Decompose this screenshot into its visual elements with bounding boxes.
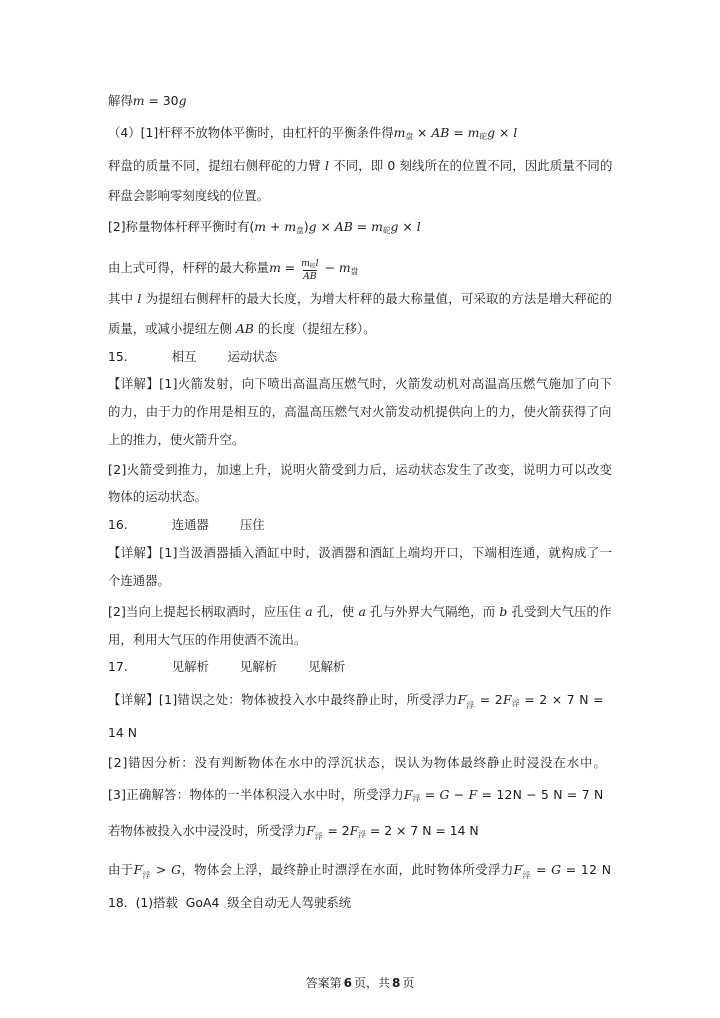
text: 页，共 [353, 976, 390, 990]
subscript: 盘 [405, 131, 414, 141]
text: 用，利用大气压的作用使酒不流出。 [108, 632, 307, 647]
prime-mark: ′ [522, 863, 525, 872]
math-variable: F [133, 862, 143, 877]
text: 的力，由于力的作用是相互的，高温高压燃气对火箭发动机提供向上的力，使火箭获得了向 [108, 404, 612, 419]
math-variable: m [338, 260, 351, 275]
math-variable: g [390, 219, 399, 234]
text: 不同，即 0 刻线所在的位置不同，因此质量不同的 [329, 158, 613, 173]
solution-line [108, 572, 170, 590]
math-variable: F [306, 823, 315, 838]
math-variable: m [269, 260, 281, 275]
math-variable: g [178, 93, 187, 108]
text: 的长度（提纽左移）。 [253, 321, 376, 336]
solution-line [108, 603, 612, 621]
answer-value: 连通器 [171, 517, 209, 532]
page-number: 6 [343, 976, 352, 990]
math-variable: a [305, 604, 313, 619]
math-variable: g [308, 219, 317, 234]
text: = 30 [144, 93, 179, 108]
text: 18. (1)搭载 GoA4 级全自动无人驾驶系统 [108, 895, 352, 910]
text: [3]正确解答：物体的一半体积浸入水中时，所受浮力 [108, 787, 404, 802]
prime-subscript [467, 694, 475, 710]
text: 由上式可得，杆秤的最大称量 [108, 260, 270, 275]
text: 页 [402, 976, 415, 990]
text: 由于 [108, 862, 134, 877]
question-number: 15. [108, 349, 128, 364]
text: 若物体被投入水中浸没时，所受浮力 [108, 823, 307, 838]
text: × [495, 125, 514, 140]
prime-mark: ′ [466, 693, 469, 702]
math-variable: m [393, 125, 406, 140]
math-variable: G [171, 862, 182, 877]
subscript: 浮 [466, 701, 475, 711]
math-variable: AB [334, 219, 353, 234]
solution-line [108, 431, 244, 449]
solution-line [108, 124, 517, 142]
solution-line [108, 754, 607, 772]
math-variable: l [416, 219, 421, 234]
prime-subscript [143, 864, 151, 880]
text: [2]称量物体杆秤平衡时有( [108, 219, 255, 234]
subscript: 盘 [296, 225, 304, 235]
subscript: 砣 [309, 263, 316, 270]
text: 14 N [108, 725, 137, 740]
math-variable: F [403, 787, 413, 802]
subscript: 砣 [479, 131, 488, 141]
text: = [531, 862, 552, 877]
solution-line [108, 290, 612, 308]
text: = [352, 219, 372, 234]
solution-line [108, 403, 612, 421]
text: + [266, 219, 285, 234]
math-variable: l [513, 125, 518, 140]
question-number: 16. [108, 517, 128, 532]
text: > [151, 862, 172, 877]
math-variable: l [325, 158, 330, 173]
math-variable: F [513, 862, 523, 877]
answer-value: 见解析 [171, 659, 209, 674]
text: − [320, 260, 339, 275]
text: 为提纽右侧秤杆的最大长度，为增大杆秤的最大称量值，可采取的方法是增大秤砣的 [141, 291, 613, 306]
math-variable: m [371, 219, 383, 234]
text: 质量，或减小提纽左侧 [108, 321, 236, 336]
text: 答案第 [305, 976, 342, 990]
text: × [316, 219, 335, 234]
subscript: 浮 [522, 871, 531, 881]
question-header [108, 516, 265, 534]
math-variable: F [349, 823, 359, 838]
math-variable: F [503, 692, 512, 707]
answer-value: 压住 [239, 517, 265, 532]
solution-line [108, 488, 207, 506]
answer-value: 见解析 [308, 659, 346, 674]
subscript: 砣 [382, 225, 391, 235]
subscript: 浮 [314, 832, 323, 842]
math-variable: AB [303, 271, 317, 283]
text: 【详解】[1]当汲酒器插入酒缸中时，汲酒器和酒缸上端均开口，下端相连通，就构成了一 [108, 545, 613, 560]
solution-line [108, 157, 612, 175]
math-variable: m [467, 125, 480, 140]
question-header [108, 658, 345, 676]
text: （4）[1]杆秤不放物体平衡时，由杠杆的平衡条件得 [108, 125, 394, 140]
math-variable: m [301, 258, 310, 269]
text: = 2 [475, 692, 504, 707]
subscript: 浮 [511, 698, 520, 708]
prime-mark: ′ [314, 824, 317, 833]
solution-line [108, 724, 137, 742]
text: [2]错因分析：没有判断物体在水中的浮沉状态，误认为物体最终静止时浸没在水中。 [108, 755, 607, 770]
math-variable: F [468, 787, 478, 802]
solution-line [108, 461, 612, 479]
prime-subscript [315, 825, 323, 841]
text: 秤盘会影响零刻度线的位置。 [108, 188, 270, 203]
math-variable: AB [235, 321, 254, 336]
fraction [301, 259, 319, 283]
text: 秤盘的质量不同，提纽右侧秤砣的力臂 [108, 158, 326, 173]
math-variable: m [284, 219, 297, 234]
text: × [413, 125, 432, 140]
solution-line [108, 631, 306, 649]
math-variable: m [132, 93, 145, 108]
subscript: 盘 [350, 266, 359, 276]
solution-line [108, 861, 611, 879]
text: = [449, 125, 468, 140]
text: [2]当向上提起长柄取酒时，应压住 [108, 604, 306, 619]
solution-line [108, 822, 479, 840]
solution-line [108, 92, 187, 110]
text: 其中 [108, 291, 138, 306]
text: 解得 [108, 93, 133, 108]
text: 孔受到大气压的作 [507, 604, 612, 619]
text: 个连通器。 [108, 573, 170, 588]
question-header [108, 894, 351, 912]
math-variable: G [551, 862, 562, 877]
page-footer [0, 974, 720, 992]
prime-subscript [523, 864, 531, 880]
math-variable: F [457, 692, 467, 707]
subscript: 浮 [412, 793, 421, 803]
fraction-denominator [303, 270, 317, 283]
text: = 12N − 5 N = 7 N [477, 787, 604, 802]
text: − [449, 787, 469, 802]
answer-value: 见解析 [239, 659, 278, 674]
subscript: 浮 [142, 871, 151, 881]
text: 【详解】[1]错误之处：物体被投入水中最终静止时，所受浮力 [108, 692, 458, 707]
text: ) [303, 219, 309, 234]
solution-line [108, 375, 612, 393]
question-number: 17. [108, 659, 128, 674]
math-variable: G [439, 787, 450, 802]
text: × [398, 219, 417, 234]
solution-line [108, 187, 269, 205]
math-variable: l [315, 258, 319, 269]
text: 上的推力，使火箭升空。 [108, 432, 245, 447]
solution-line [108, 218, 421, 236]
answer-value: 相互 [171, 349, 197, 364]
text: = 2 × 7 N = [520, 692, 604, 707]
math-variable: a [358, 604, 366, 619]
text: 孔，使 [312, 604, 359, 619]
math-variable: l [137, 291, 142, 306]
text: = 12 N [561, 862, 612, 877]
math-variable: b [499, 604, 508, 619]
question-header [108, 348, 277, 366]
solution-line [108, 786, 603, 804]
math-variable: g [487, 125, 496, 140]
solution-line [108, 258, 359, 283]
prime-mark: ′ [142, 863, 145, 872]
page-number: 8 [392, 976, 401, 990]
solution-line [108, 320, 376, 338]
text: 【详解】[1]火箭发射，向下喷出高温高压燃气时，火箭发动机对高温高压燃气施加了向下 [108, 376, 613, 391]
solution-line [108, 691, 604, 709]
text: = [420, 787, 440, 802]
text: ，物体会上浮，最终静止时漂浮在水面，此时物体所受浮力 [181, 862, 514, 877]
text: = 2 [323, 823, 350, 838]
text: [2]火箭受到推力，加速上升，说明火箭受到力后，运动状态发生了改变，说明力可以改变 [108, 462, 613, 477]
math-variable: m [254, 219, 267, 234]
subscript: 浮 [358, 829, 366, 839]
fraction-numerator [301, 259, 319, 270]
solution-line [108, 544, 612, 562]
answer-value: 运动状态 [227, 349, 278, 364]
math-variable: AB [431, 125, 450, 140]
text: 孔与外界大气隔绝，而 [365, 604, 500, 619]
text: 物体的运动状态。 [108, 489, 208, 504]
text: = 2 × 7 N = 14 N [365, 823, 479, 838]
text: = [280, 260, 300, 275]
